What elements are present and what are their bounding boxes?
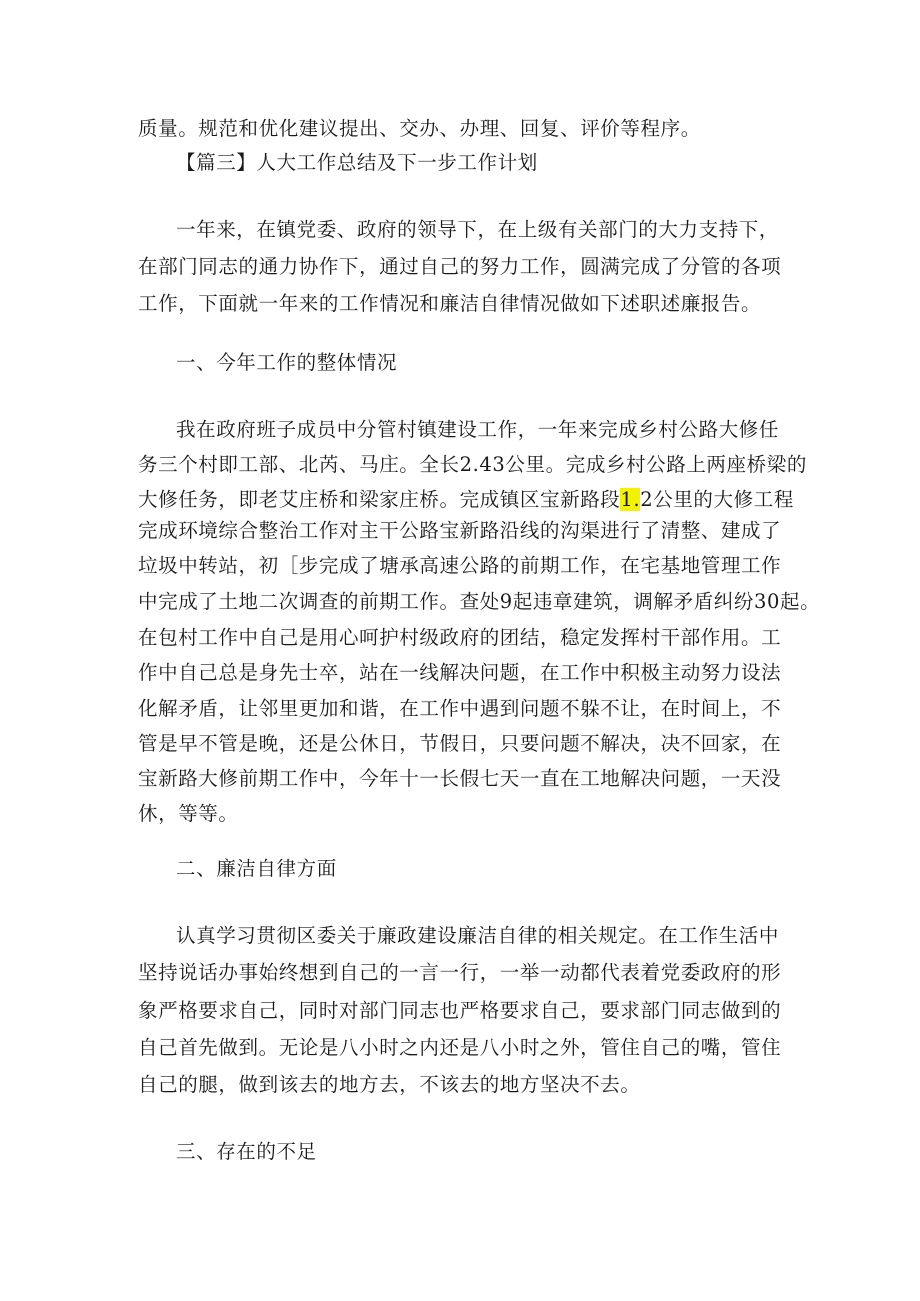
text-line: 我在政府班子成员中分管村镇建设工作，一年来完成乡村公路大修任 xyxy=(176,418,780,441)
text-line: 化解矛盾，让邻里更加和谐，在工作中遇到问题不躲不让，在时间上，不 xyxy=(138,697,782,720)
text-line: 在包村工作中自己是用心呵护村级政府的团结，稳定发挥村干部作用。工 xyxy=(138,626,782,649)
text-line: 坚持说话办事始终想到自己的一言一行，一举一动都代表着党委政府的形 xyxy=(138,961,782,984)
text-line: 休，等等。 xyxy=(138,802,239,825)
heading-3: 三、存在的不足 xyxy=(176,1140,317,1163)
text-line: 作中自己总是身先士卒，站在一线解决问题，在工作中积极主动努力设法 xyxy=(138,661,782,684)
text-line: 在部门同志的通力协作下，通过自己的努力工作，圆满完成了分管的各项 xyxy=(138,255,782,278)
text-line: 一年来，在镇党委、政府的领导下，在上级有关部门的大力支持下， xyxy=(176,218,780,241)
section-title: 【篇三】人大工作总结及下一步工作计划 xyxy=(176,151,538,174)
text-line: 务三个村即工部、北芮、马庄。全长2.43公里。完成乡村公路上两座桥梁的 xyxy=(138,453,807,476)
text-line: 象严格要求自己，同时对部门同志也严格要求自己，要求部门同志做到的 xyxy=(138,999,782,1022)
text-line: 质量。规范和优化建议提出、交办、办理、回复、评价等程序。 xyxy=(138,117,701,140)
highlighted-text: 1. xyxy=(620,488,641,511)
text-line xyxy=(138,488,794,512)
heading-2: 二、廉洁自律方面 xyxy=(176,857,337,880)
text-line: 工作，下面就一年来的工作情况和廉洁自律情况做如下述职述廉报告。 xyxy=(138,292,762,315)
text-line: 完成环境综合整治工作对主干公路宝新路沿线的沟渠进行了清整、建成了 xyxy=(138,519,782,542)
text-line: 垃圾中转站，初［步完成了塘承高速公路的前期工作，在宅基地管理工作 xyxy=(138,554,782,577)
text-line: 认真学习贯彻区委关于廉政建设廉洁自律的相关规定。在工作生活中 xyxy=(176,924,780,947)
text-line: 宝新路大修前期工作中，今年十一长假七天一直在工地解决问题，一天没 xyxy=(138,767,782,790)
heading-1: 一、今年工作的整体情况 xyxy=(176,351,398,374)
text-segment: 大修任务，即老艾庄桥和梁家庄桥。完成镇区宝新路段 xyxy=(138,488,621,511)
text-line: 自己的腿，做到该去的地方去，不该去的地方坚决不去。 xyxy=(138,1073,641,1096)
text-line: 管是早不管是晚，还是公休日，节假日，只要问题不解决，决不回家，在 xyxy=(138,732,782,755)
text-line: 中完成了土地二次调查的前期工作。查处9起违章建筑，调解矛盾纠纷30起。 xyxy=(138,590,821,613)
text-line: 自己首先做到。无论是八小时之内还是八小时之外，管住自己的嘴，管住 xyxy=(138,1036,782,1059)
text-segment: 2公里的大修工程 xyxy=(640,488,794,511)
